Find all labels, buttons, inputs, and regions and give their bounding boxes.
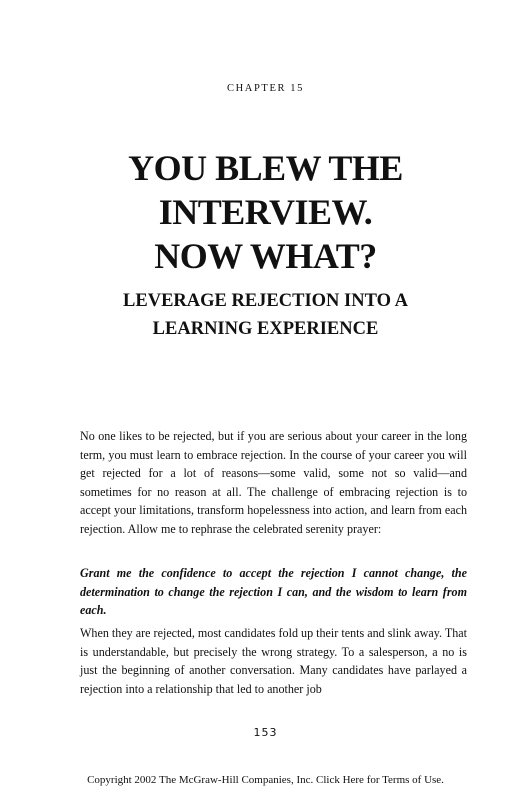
chapter-subtitle-line: LEARNING EXPERIENCE [152, 319, 379, 339]
chapter-subtitle-line: LEVERAGE REJECTION INTO A [123, 291, 408, 311]
page-number: 153 [253, 726, 278, 739]
chapter-label: CHAPTER 15 [227, 83, 304, 94]
serenity-prayer-quote: Grant me the confidence to accept the rejection I cannot change, the determination to change the rejection I can, and the wisdom to learn from each. [80, 566, 467, 617]
chapter-title-line: YOU BLEW THE [128, 148, 403, 188]
copyright-footer[interactable]: Copyright 2002 The McGraw-Hill Companies, Inc. Click Here for Terms of Use. [87, 774, 444, 786]
chapter-subtitle [0, 287, 531, 343]
body-paragraph: No one likes to be rejected, but if you are serious about your career in the long term, you must learn to embrace rejection. In the course of your career you will get rejected for a lot of reasons—some valid, some not so valid—and sometimes for no reason at all. The challenge of embracing rejection is to accept your limitations, transform hopelessness into action, and learn from each rejection. Allow me to rephrase the celebrated serenity prayer: [80, 429, 467, 536]
chapter-title [0, 146, 531, 278]
body-paragraph: When they are rejected, most candidates fold up their tents and slink away. That is understandable, but precisely the wrong strategy. To a salesperson, a no is just the beginning of another conversation. Many candidates have parlayed a rejection into a relationship that led to another job [80, 626, 467, 696]
chapter-title-line: NOW WHAT? [154, 236, 377, 276]
chapter-title-line: INTERVIEW. [158, 192, 373, 232]
